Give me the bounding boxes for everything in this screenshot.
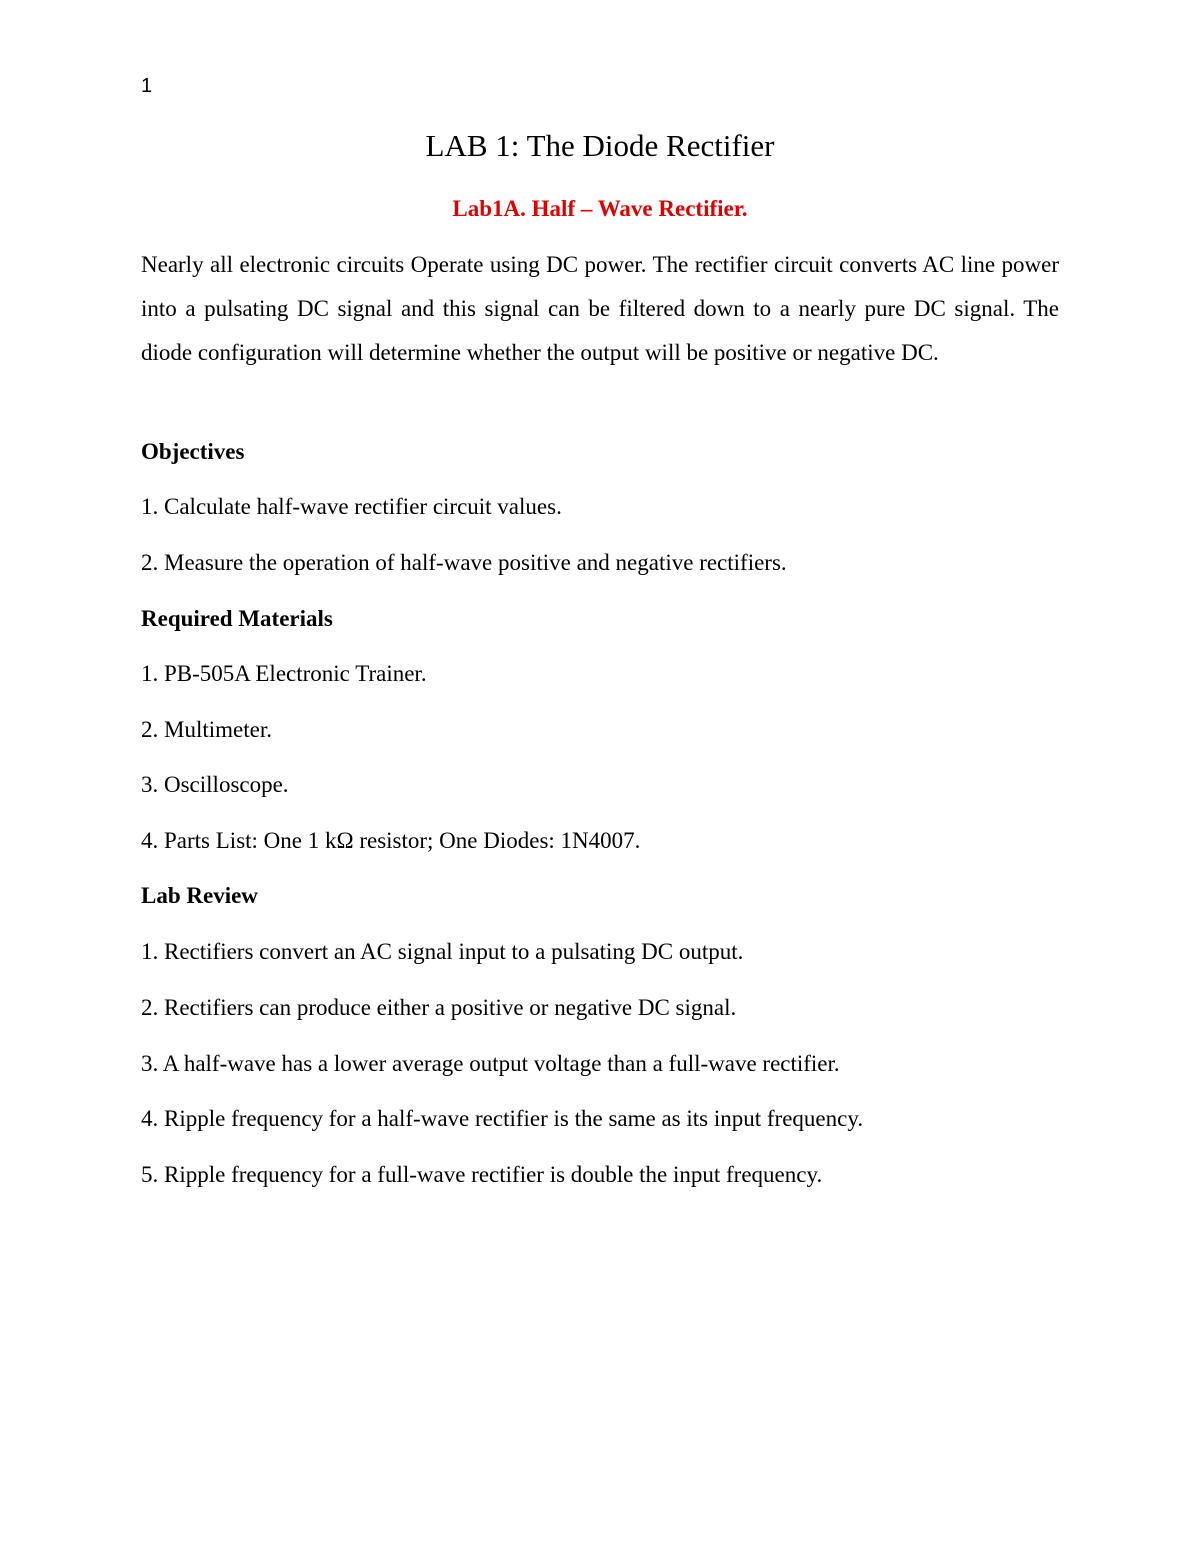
objective-item: 1. Calculate half-wave rectifier circuit values. (141, 494, 562, 519)
objectives-heading: Objectives (141, 439, 245, 464)
material-item: 4. Parts List: One 1 kΩ resistor; One Diodes: 1N4007. (141, 828, 641, 853)
review-item: 1. Rectifiers convert an AC signal input to a pulsating DC output. (141, 939, 744, 964)
review-item: 5. Ripple frequency for a full-wave rectifier is double the input frequency. (141, 1162, 823, 1187)
lab-subtitle: Lab1A. Half – Wave Rectifier. (452, 196, 748, 221)
review-heading: Lab Review (141, 883, 258, 908)
review-item: 2. Rectifiers can produce either a positive or negative DC signal. (141, 995, 737, 1020)
page-number: 1 (141, 75, 153, 97)
document-title: LAB 1: The Diode Rectifier (425, 128, 775, 163)
intro-paragraph: Nearly all electronic circuits Operate using DC power. The rectifier circuit converts AC line power into a pulsating DC signal and this signal can be filtered down to a nearly pure DC signal. The diode configuration will determine whether the output will be positive or negative DC. (141, 252, 1059, 365)
material-item: 3. Oscilloscope. (141, 772, 289, 797)
review-item: 4. Ripple frequency for a half-wave rectifier is the same as its input frequency. (141, 1106, 864, 1131)
objective-item: 2. Measure the operation of half-wave positive and negative rectifiers. (141, 550, 787, 575)
materials-heading: Required Materials (141, 606, 333, 631)
review-item: 3. A half-wave has a lower average output voltage than a full-wave rectifier. (141, 1051, 840, 1076)
material-item: 2. Multimeter. (141, 717, 272, 742)
material-item: 1. PB-505A Electronic Trainer. (141, 661, 427, 686)
